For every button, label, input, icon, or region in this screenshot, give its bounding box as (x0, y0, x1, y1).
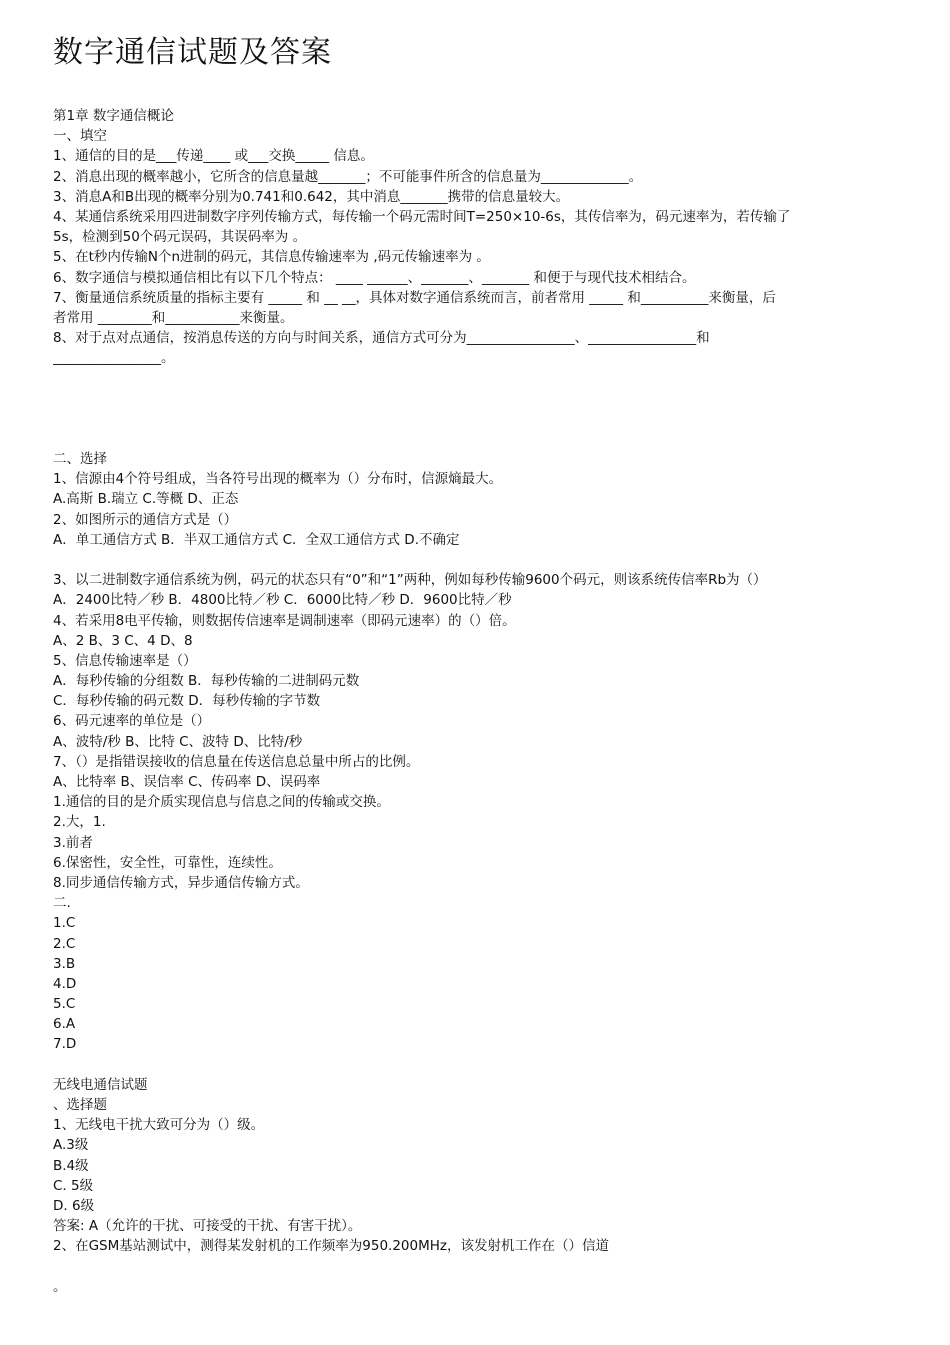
question-7-line-2: 者常用 ________和___________来衡量。 (53, 309, 294, 326)
question-4-line-2: 5s，检测到50个码元误码，其误码率为 。 (53, 229, 307, 246)
question-8-line-1: 8、对于点对点通信，按消息传送的方向与时间关系，通信方式可分为________________、________________和 (53, 330, 710, 347)
text-line: C. 5级 (53, 1177, 94, 1194)
section-heading-fill: 一、填空 (53, 128, 107, 145)
text-line: A．每秒传输的分组数 B．每秒传输的二进制码元数 (53, 673, 360, 690)
text-line: 、选择题 (53, 1097, 107, 1113)
question-1: 1、通信的目的是___传递____ 或___交换_____ 信息。 (53, 148, 374, 165)
text-line: A.3级 (53, 1137, 89, 1154)
question-8-line-2: ________________。 (53, 350, 175, 367)
text-line: 2、在GSM基站测试中，测得某发射机的工作频率为950.200MHz，该发射机工作在（）信道 (53, 1238, 609, 1255)
section-heading-choice: 二、选择 (53, 451, 107, 467)
text-line: C．每秒传输的码元数 D．每秒传输的字节数 (53, 693, 321, 710)
text-line: 6.保密性，安全性，可靠性，连续性。 (53, 854, 282, 871)
text-line: 7、（）是指错误接收的信息量在传送信息总量中所占的比例。 (53, 753, 420, 770)
text-line: 1.通信的目的是介质实现信息与信息之间的传输或交换。 (53, 794, 390, 811)
text-line: A、波特/秒 B、比特 C、波特 D、比特/秒 (53, 733, 303, 750)
text-line: 3.前者 (53, 834, 93, 851)
text-line: 2.C (53, 935, 76, 952)
text-line: A.高斯 B.瑞立 C.等概 D、正态 (53, 491, 239, 508)
text-line: 答案: A（允许的干扰、可接受的干扰、有害干扰）。 (53, 1218, 362, 1235)
text-line (53, 1055, 898, 1075)
text-line: A．2400比特／秒 B．4800比特／秒 C．6000比特／秒 D．9600比特／秒 (53, 592, 512, 609)
text-line (53, 1257, 898, 1277)
text-line: 。 (53, 1278, 67, 1295)
text-line: 1、信源由4个符号组成，当各符号出现的概率为（）分布时，信源熵最大。 (53, 471, 503, 488)
text-line (53, 550, 898, 570)
text-lines (53, 469, 898, 1297)
text-line: 2、如图所示的通信方式是（） (53, 511, 238, 528)
text-line: 6、码元速率的单位是（） (53, 713, 211, 730)
text-line: D. 6级 (53, 1197, 95, 1214)
text-line: 5.C (53, 996, 76, 1013)
question-3: 3、消息A和B出现的概率分别为0.741和0.642，其中消息_______携带的信息量较大。 (53, 188, 570, 205)
text-line: A、比特率 B、误信率 C、传码率 D、误码率 (53, 774, 321, 790)
question-7-line-1: 7、衡量通信系统质量的指标主要有 _____ 和 __ __，具体对数字通信系统而言，前者常用 _____ 和__________来衡量，后 (53, 289, 776, 306)
text-line: 6.A (53, 1016, 76, 1033)
text-line: 4、若采用8电平传输，则数据传信速率是调制速率（即码元速率）的（）倍。 (53, 612, 516, 629)
text-line: 8.同步通信传输方式，异步通信传输方式。 (53, 874, 309, 891)
text-line: 4.D (53, 975, 77, 992)
choice-and-answers-section (53, 449, 898, 1297)
question-5: 5、在t秒内传输N个n进制的码元，其信息传输速率为 ,码元传输速率为 。 (53, 249, 490, 266)
document-title: 数字通信试题及答案 (53, 35, 332, 70)
text-line: A、2 B、3 C、4 D、8 (53, 632, 193, 649)
text-line: 3.B (53, 955, 76, 972)
text-line: 无线电通信试题 (53, 1076, 148, 1093)
text-line: 二. (53, 895, 71, 912)
text-line: 1、无线电干扰大致可分为（）级。 (53, 1117, 265, 1134)
chapter-heading: 第1章 数字通信概论 (53, 108, 174, 124)
text-line: B.4级 (53, 1157, 89, 1174)
text-line: 5、信息传输速率是（） (53, 652, 197, 669)
text-line: 2.大，1. (53, 814, 106, 831)
question-2: 2、消息出现的概率越小，它所含的信息量越_______；不可能事件所含的信息量为_____________。 (53, 168, 643, 185)
text-line: A．单工通信方式 B．半双工通信方式 C．全双工通信方式 D.不确定 (53, 531, 460, 548)
text-line: 3、以二进制数字通信系统为例，码元的状态只有“0”和“1”两种，例如每秒传输9600个码元，则该系统传信率Rb为（） (53, 572, 767, 589)
question-4-line-1: 4、某通信系统采用四进制数字序列传输方式，每传输一个码元需时间T=250×10-6s，其传信率为，码元速率为，若传输了 (53, 208, 791, 225)
question-6: 6、数字通信与模拟通信相比有以下几个特点： ____ ______、_______、_______ 和便于与现代技术相结合。 (53, 269, 696, 286)
text-line: 1.C (53, 915, 76, 932)
text-line: 7.D (53, 1036, 77, 1053)
chapter-1-fill-section (53, 106, 898, 368)
